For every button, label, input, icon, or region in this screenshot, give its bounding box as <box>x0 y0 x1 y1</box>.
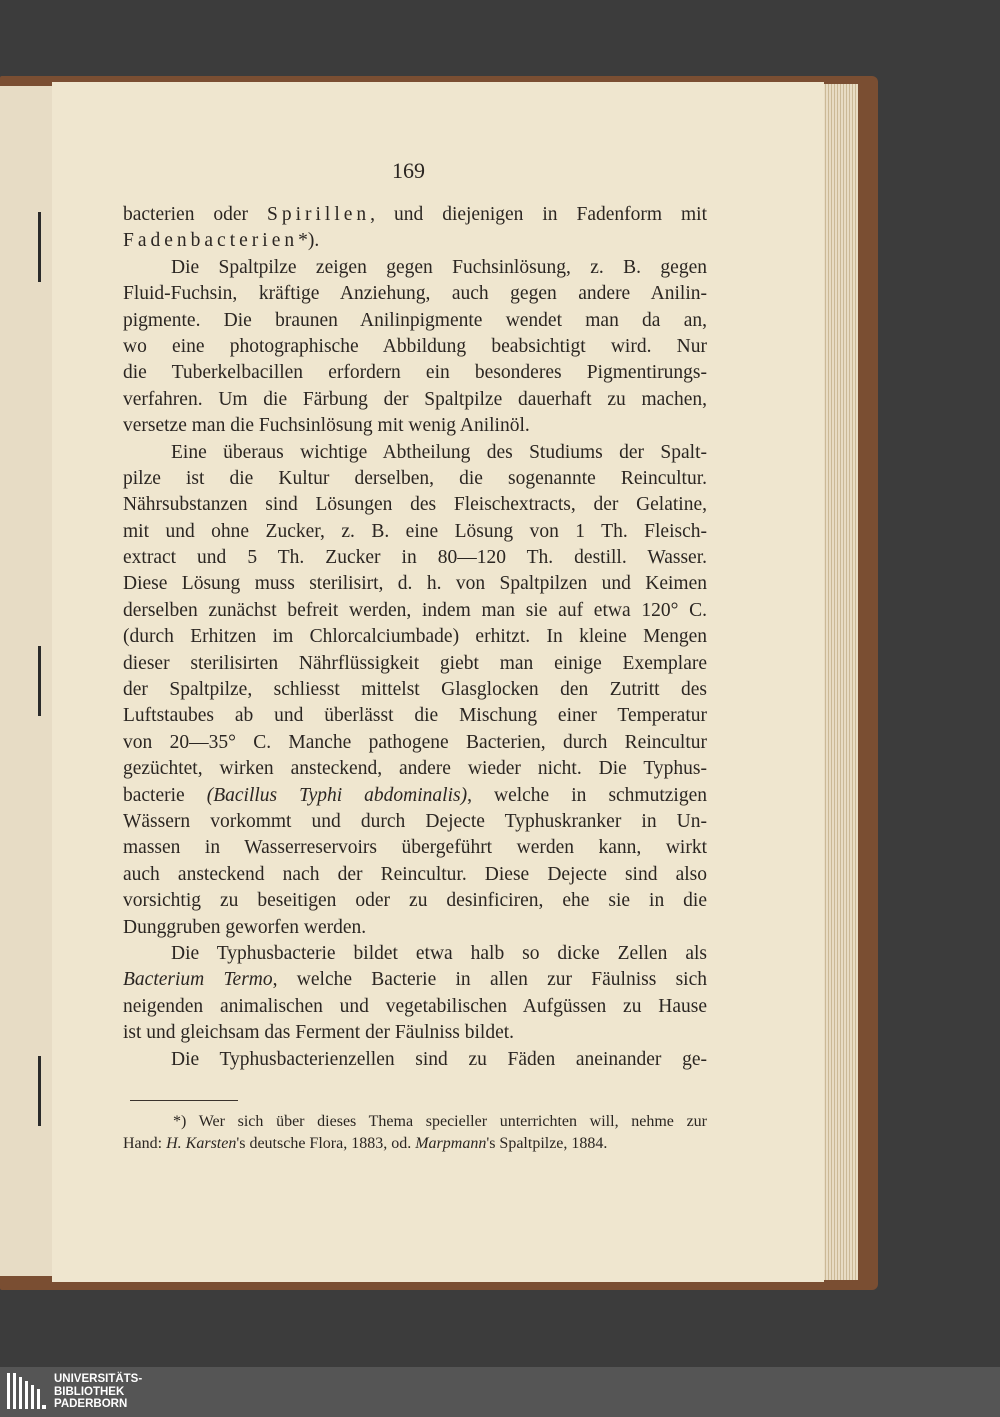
text-segment: dieser sterilisirten Nährflüssigkeit giebt man einige Exemplare <box>123 652 707 674</box>
text-segment: Bacterium Termo <box>123 969 273 991</box>
text-line <box>123 941 707 967</box>
text-line <box>123 334 707 360</box>
text-segment: H. Karsten <box>166 1135 237 1152</box>
text-segment: Eine überaus wichtige Abtheilung des Studiums der Spalt- <box>171 441 707 463</box>
text-line <box>123 492 707 518</box>
left-page-mark <box>38 212 41 282</box>
text-segment: , welche Bacterie in allen zur Fäulniss sich <box>272 969 707 991</box>
text-segment: neigenden animalischen und vegetabilischen Aufgüssen zu Hause <box>123 995 707 1017</box>
text-line <box>123 703 707 729</box>
text-line <box>123 783 707 809</box>
text-segment: Marpmann <box>415 1135 487 1152</box>
text-segment: bacterie <box>123 784 207 806</box>
text-line <box>123 756 707 782</box>
text-line <box>123 1020 707 1046</box>
text-segment: 's deutsche Flora, 1883, od. <box>236 1135 416 1152</box>
footnote <box>123 1111 707 1155</box>
text-segment: versetze man die Fuchsinlösung mit wenig Anilinöl. <box>123 415 530 437</box>
text-line <box>123 440 707 466</box>
text-segment: massen in Wasserreservoirs übergeführt werden kann, wirkt <box>123 837 707 859</box>
text-line <box>123 967 707 993</box>
footnote-line <box>123 1133 707 1155</box>
text-segment: Hand: <box>123 1135 167 1152</box>
text-segment: wo eine photographische Abbildung beabsichtigt wird. Nur <box>123 335 707 357</box>
text-segment: ist und gleichsam das Ferment der Fäulniss bildet. <box>123 1022 515 1044</box>
text-segment: 's Spaltpilze, 1884. <box>486 1135 608 1152</box>
text-line <box>123 915 707 941</box>
text-segment: gezüchtet, wirken ansteckend, andere wieder nicht. Die Typhus- <box>123 758 707 780</box>
text-line <box>123 571 707 597</box>
library-name-line: BIBLIOTHEK <box>54 1385 125 1398</box>
text-line <box>123 545 707 571</box>
text-line <box>123 994 707 1020</box>
text-line <box>123 809 707 835</box>
text-segment: Spirillen <box>267 204 371 225</box>
text-segment: Die Typhusbacterie bildet etwa halb so dicke Zellen als <box>171 942 707 964</box>
page-stack-edges <box>820 84 858 1280</box>
library-logo-icon <box>6 1371 48 1413</box>
text-line <box>123 835 707 861</box>
text-segment: *) Wer sich über dieses Thema specieller unterrichten will, nehme zur <box>173 1113 707 1130</box>
text-segment: derselben zunächst befreit werden, indem man sie auf etwa 120° C. <box>123 599 707 621</box>
text-segment: (Bacillus Typhi abdominalis) <box>206 784 468 806</box>
text-segment: auch ansteckend nach der Reincultur. Diese Dejecte sind also <box>123 863 707 885</box>
text-segment: (durch Erhitzen im Chlorcalciumbade) erhitzt. In kleine Mengen <box>123 626 707 648</box>
text-segment: Wässern vorkommt und durch Dejecte Typhuskranker in Un- <box>123 810 707 832</box>
text-line <box>123 281 707 307</box>
text-segment: , welche in schmutzigen <box>467 784 707 806</box>
text-line <box>123 624 707 650</box>
text-segment: Die Spaltpilze zeigen gegen Fuchsinlösung, z. B. gegen <box>171 256 707 278</box>
text-segment: Diese Lösung muss sterilisirt, d. h. von Spaltpilzen und Keimen <box>123 573 707 595</box>
footnote-rule <box>130 1100 238 1101</box>
body-text <box>123 202 707 1073</box>
text-segment: mit und ohne Zucker, z. B. eine Lösung von 1 Th. Fleisch- <box>123 520 707 542</box>
text-line <box>123 387 707 413</box>
text-segment: Die Typhusbacterienzellen sind zu Fäden aneinander ge- <box>171 1048 707 1070</box>
text-line <box>123 308 707 334</box>
text-line <box>123 862 707 888</box>
library-name <box>54 1373 142 1411</box>
text-segment: Fadenbacterien <box>123 230 299 252</box>
text-segment: Nährsubstanzen sind Lösungen des Fleischextracts, der Gelatine, <box>123 494 707 516</box>
left-page-mark <box>38 1056 41 1126</box>
text-segment: pilze ist die Kultur derselben, die sogenannte Reincultur. <box>123 467 707 489</box>
text-line <box>123 677 707 703</box>
text-segment: vorsichtig zu beseitigen oder zu desinficiren, ehe sie in die <box>123 890 707 912</box>
footnote-line <box>123 1111 707 1133</box>
library-name-line: UNIVERSITÄTS- <box>54 1373 143 1385</box>
text-segment: *). <box>298 230 320 252</box>
text-line <box>123 202 707 228</box>
text-segment: , und diejenigen in Fadenform mit <box>370 204 707 225</box>
text-segment: Dunggruben geworfen werden. <box>123 916 367 938</box>
text-line <box>123 1047 707 1073</box>
text-line <box>123 519 707 545</box>
text-line <box>123 651 707 677</box>
text-segment: extract und 5 Th. Zucker in 80—120 Th. destill. Wasser. <box>123 547 707 569</box>
text-segment: pigmente. Die braunen Anilinpigmente wendet man da an, <box>123 309 707 331</box>
text-line <box>123 466 707 492</box>
text-segment: Luftstaubes ab und überlässt die Mischung einer Temperatur <box>123 705 707 727</box>
text-segment: von 20—35° C. Manche pathogene Bacterien, durch Reincultur <box>123 731 707 753</box>
text-segment: Fluid-Fuchsin, kräftige Anziehung, auch gegen andere Anilin- <box>123 283 707 305</box>
text-segment: der Spaltpilze, schliesst mittelst Glasglocken den Zutritt des <box>123 679 707 701</box>
text-line <box>123 255 707 281</box>
text-segment: verfahren. Um die Färbung der Spaltpilze dauerhaft zu machen, <box>123 388 707 410</box>
page-number: 169 <box>392 158 425 183</box>
text-line <box>123 598 707 624</box>
text-line <box>123 888 707 914</box>
library-name-line: PADERBORN <box>54 1398 128 1410</box>
library-footer <box>0 1367 1000 1417</box>
text-line <box>123 413 707 439</box>
text-segment: die Tuberkelbacillen erfordern ein besonderes Pigmentirungs- <box>123 362 707 384</box>
left-page-edge <box>0 86 52 1276</box>
text-segment: bacterien oder <box>123 204 267 225</box>
text-line <box>123 730 707 756</box>
left-page-mark <box>38 646 41 716</box>
text-line <box>123 360 707 386</box>
text-line <box>123 228 707 254</box>
